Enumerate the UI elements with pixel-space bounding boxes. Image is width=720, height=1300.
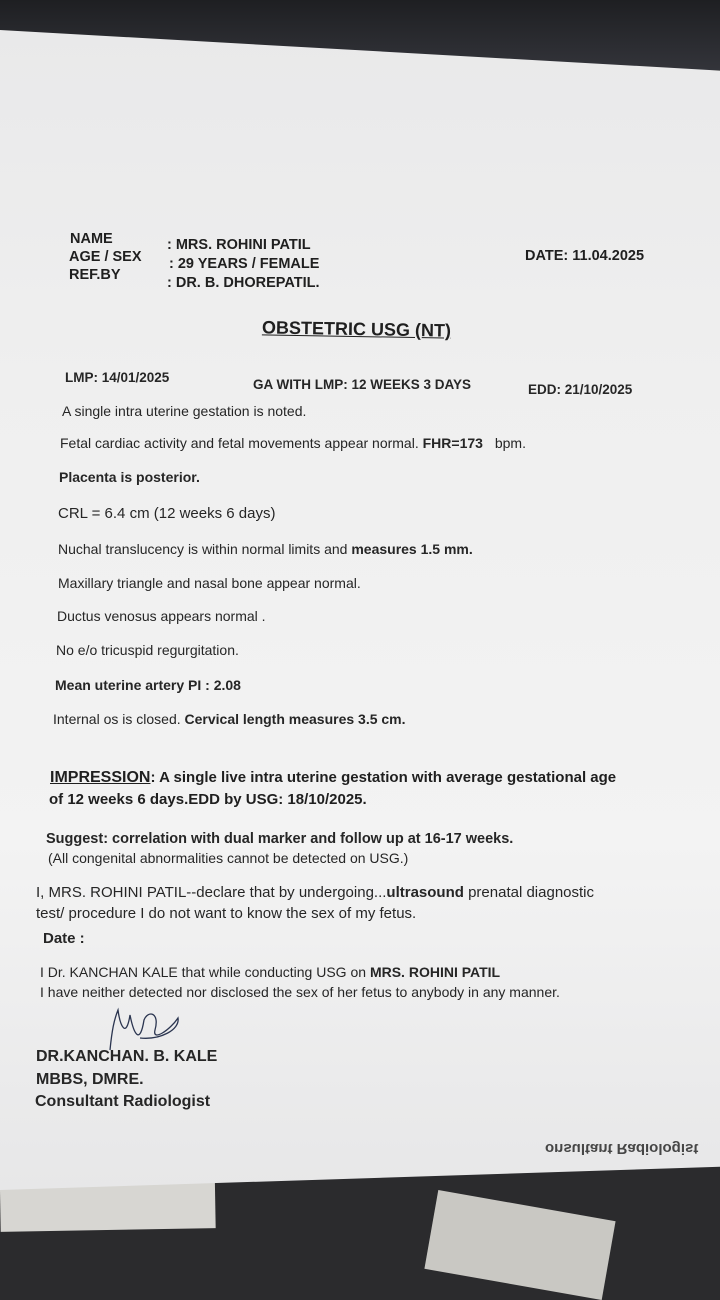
signatory-degree: MBBS, DMRE. xyxy=(36,1071,144,1088)
refby-value: : DR. B. DHOREPATIL. xyxy=(167,275,320,291)
report-title: OBSTETRIC USG (NT) xyxy=(261,317,452,341)
doctor-declaration-line2: I have neither detected nor disclosed the sex of her fetus to anybody in any manner. xyxy=(40,984,560,1000)
fhr-value: FHR=173 xyxy=(422,435,483,451)
bleed-through-text: onsultant Radiologist xyxy=(545,1140,699,1157)
doctor-declaration-line1: I Dr. KANCHAN KALE that while conducting USG on MRS. ROHINI PATIL xyxy=(40,964,501,980)
impression-label: IMPRESSION xyxy=(50,769,151,786)
edd: EDD: 21/10/2025 xyxy=(528,382,633,397)
underlying-paper-2 xyxy=(424,1190,615,1300)
finding-placenta: Placenta is posterior. xyxy=(59,469,200,485)
usg-disclaimer: (All congenital abnormalities cannot be detected on USG.) xyxy=(48,850,409,866)
finding-ductus: Ductus venosus appears normal . xyxy=(57,608,266,624)
cervical-length: Cervical length measures 3.5 cm. xyxy=(184,711,406,727)
finding-cervix: Internal os is closed. Cervical length measures 3.5 cm. xyxy=(53,711,406,727)
agesex-label: AGE / SEX xyxy=(69,249,142,265)
name-value: : MRS. ROHINI PATIL xyxy=(167,237,311,253)
impression-line2: of 12 weeks 6 days.EDD by USG: 18/10/2025. xyxy=(49,791,367,808)
finding-cardiac: Fetal cardiac activity and fetal movements appear normal. FHR=173 bpm. xyxy=(60,435,526,451)
finding-tricuspid: No e/o tricuspid regurgitation. xyxy=(56,642,239,658)
finding-crl: CRL = 6.4 cm (12 weeks 6 days) xyxy=(58,505,276,522)
patient-declaration-line2: test/ procedure I do not want to know the sex of my fetus. xyxy=(36,905,417,922)
signatory-role: Consultant Radiologist xyxy=(35,1093,211,1110)
refby-label: REF.BY xyxy=(69,267,121,283)
impression-line1: IMPRESSION: A single live intra uterine gestation with average gestational age xyxy=(50,769,617,786)
finding-gestation: A single intra uterine gestation is noted. xyxy=(62,403,307,419)
finding-nt: Nuchal translucency is within normal limits and measures 1.5 mm. xyxy=(58,541,473,557)
signatory-name: DR.KANCHAN. B. KALE xyxy=(36,1048,218,1065)
lmp: LMP: 14/01/2025 xyxy=(65,370,170,385)
nt-measure: measures 1.5 mm. xyxy=(351,541,473,557)
name-label: NAME xyxy=(70,231,113,247)
finding-uterine-artery: Mean uterine artery PI : 2.08 xyxy=(55,677,241,693)
suggestion: Suggest: correlation with dual marker and follow up at 16-17 weeks. xyxy=(46,831,514,847)
ga-with-lmp: GA WITH LMP: 12 WEEKS 3 DAYS xyxy=(253,377,472,392)
report-date: DATE: 11.04.2025 xyxy=(525,248,645,264)
finding-nasal-bone: Maxillary triangle and nasal bone appear normal. xyxy=(58,575,361,591)
declaration-date-label: Date : xyxy=(43,930,85,947)
patient-declaration-line1: I, MRS. ROHINI PATIL--declare that by undergoing...ultrasound prenatal diagnostic xyxy=(36,884,595,901)
agesex-value: : 29 YEARS / FEMALE xyxy=(169,256,320,272)
